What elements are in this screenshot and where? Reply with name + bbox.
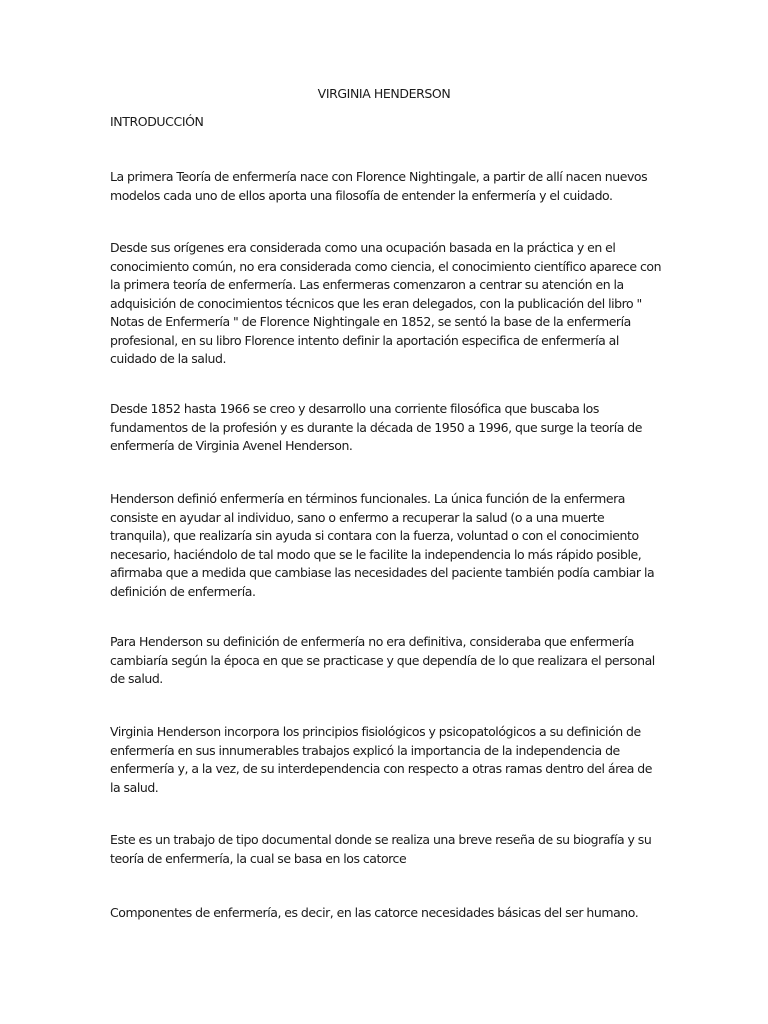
paragraph-1: La primera Teoría de enfermería nace con Florence Nightingale, a partir de allí nacen nuevos modelos cada uno de ellos aporta una filosofía de entender la enfermería y el cuidado. xyxy=(110,169,648,203)
paragraph-4: Henderson definió enfermería en términos funcionales. La única función de la enfermera consiste en ayudar al individuo, sano o enfermo a recuperar la salud (o a una muerte tranquila), que realizaría sin ayuda si contara con la fuerza, voluntad o con el conocimiento necesario, haciéndolo de tal modo que se le facilite la independencia lo más rápido posible, afirmaba que a medida que cambiase las necesidades del paciente también podía cambiar la definición de enfermería. xyxy=(110,491,655,599)
paragraph-5: Para Henderson su definición de enfermería no era definitiva, consideraba que enfermería cambiaría según la época en que se practicase y que dependía de lo que realizara el personal de salud. xyxy=(110,634,655,686)
paragraph-6: Virginia Henderson incorpora los principios fisiológicos y psicopatológicos a su definición de enfermería en sus innumerables trabajos explicó la importancia de la independencia de enfermería y, a la vez, de su interdependencia con respecto a otras ramas dentro del área de la salud. xyxy=(110,724,652,795)
document-title: VIRGINIA HENDERSON xyxy=(317,86,451,101)
paragraph-2: Desde sus orígenes era considerada como una ocupación basada en la práctica y en el conocimiento común, no era considerada como ciencia, el conocimiento científico aparece con la primera teoría de enfermería. Las enfermeras comenzaron a centrar su atención en la adquisición de conocimientos técnicos que les eran delegados, con la publicación del libro " Notas de Enfermería " de Florence Nightingale en 1852, se sentó la base de la enfermería profesional, en su libro Florence intento definir la aportación especifica de enfermería al cuidado de la salud. xyxy=(110,240,662,366)
paragraph-3: Desde 1852 hasta 1966 se creo y desarrollo una corriente filosófica que buscaba los fundamentos de la profesión y es durante la década de 1950 a 1996, que surge la teoría de enfermería de Virginia Avenel Henderson. xyxy=(110,401,642,453)
paragraph-7: Este es un trabajo de tipo documental donde se realiza una breve reseña de su biografía y su teoría de enfermería, la cual se basa en los catorce xyxy=(110,832,652,866)
section-heading: INTRODUCCIÓN xyxy=(110,114,204,129)
paragraph-8: Componentes de enfermería, es decir, en las catorce necesidades básicas del ser humano. xyxy=(110,905,639,920)
